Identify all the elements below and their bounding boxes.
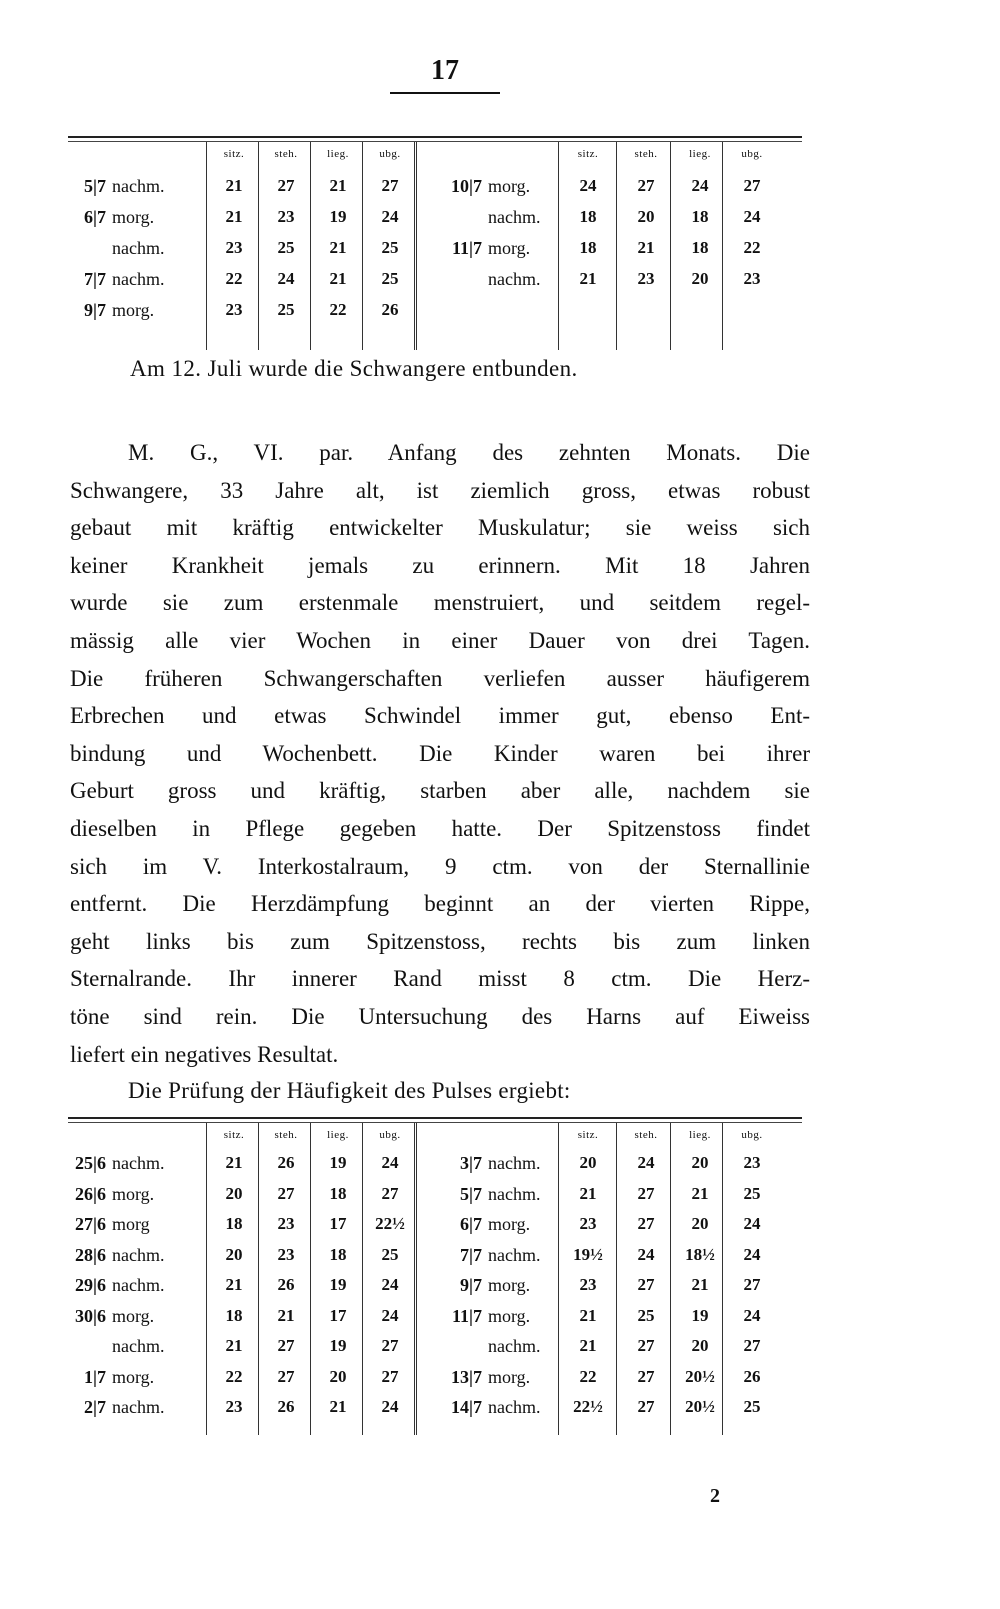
row-date: 7|7 xyxy=(84,269,106,289)
row-date: 14|7 xyxy=(451,1397,482,1417)
pulse-value: 27 xyxy=(637,1366,655,1386)
row-date: 10|7 xyxy=(451,176,482,196)
pulse-value: 18 xyxy=(691,207,709,226)
paragraph-line: mässig alle vier Wochen in einer Dauer von drei Tagen. xyxy=(70,627,810,653)
row-time: morg. xyxy=(488,176,531,196)
row-time: morg. xyxy=(112,300,155,320)
pulse-value: 25 xyxy=(381,269,399,288)
row-time: morg xyxy=(112,1214,150,1234)
pulse-value: 24 xyxy=(579,176,597,195)
pulse-value: 26 xyxy=(277,1153,295,1172)
row-time: morg. xyxy=(112,1366,155,1387)
paragraph-line: bindung und Wochenbett. Die Kinder waren bei ihrer xyxy=(70,740,810,766)
pulse-value: 24 xyxy=(381,1153,399,1172)
pulse-value: 21 xyxy=(691,1183,709,1203)
pulse-value: 23 xyxy=(579,1275,597,1294)
row-time: nachm. xyxy=(488,1336,541,1356)
paragraph-line: gebaut mit kräftig entwickelter Muskulatur; sie weiss sich xyxy=(70,515,810,541)
paragraph-line: Erbrechen und etwas Schwindel immer gut, ebenso Ent- xyxy=(70,703,810,729)
pulse-value: 20 xyxy=(579,1153,597,1172)
pulse-value: 20 xyxy=(225,1183,243,1203)
pulse-table-2 xyxy=(68,1117,802,1435)
pulse-value: 23 xyxy=(225,1397,243,1416)
pulse-value: 24 xyxy=(691,176,709,195)
row-date: 30|6 xyxy=(75,1305,106,1326)
pulse-value: 22 xyxy=(225,1366,243,1386)
delivery-note: Am 12. Juli wurde die Schwangere entbunden. xyxy=(130,356,578,381)
page-number: 17 xyxy=(431,55,459,86)
pulse-value: 27 xyxy=(277,1366,295,1386)
pulse-value: 17 xyxy=(329,1305,347,1325)
column-header: sitz. xyxy=(577,1129,599,1141)
column-header: lieg. xyxy=(327,148,349,160)
table-column-rule xyxy=(616,1123,617,1435)
pulse-value: 19 xyxy=(329,1275,347,1294)
row-date: 11|7 xyxy=(452,238,482,258)
pulse-value: 23 xyxy=(579,1214,597,1233)
pulse-value: 26 xyxy=(277,1275,295,1294)
paragraph-line: töne sind rein. Die Untersuchung des Harns auf Eiweiss xyxy=(70,1003,810,1029)
table-top-rule xyxy=(68,1117,802,1119)
pulse-value: 23 xyxy=(225,238,243,257)
row-time: nachm. xyxy=(112,1275,165,1295)
column-header: sitz. xyxy=(577,148,599,160)
table-top-rule-secondary xyxy=(68,1122,802,1123)
pulse-value: 27 xyxy=(381,176,399,195)
row-time: morg. xyxy=(488,238,531,258)
pulse-value: 22 xyxy=(329,300,347,319)
row-time: morg. xyxy=(488,1214,531,1234)
row-date: 11|7 xyxy=(452,1305,482,1326)
paragraph-line: geht links bis zum Spitzenstoss, rechts bis zum linken xyxy=(70,928,810,954)
column-header: ubg. xyxy=(741,1129,763,1141)
pulse-value: 20½ xyxy=(685,1366,715,1386)
pulse-value: 20 xyxy=(637,207,655,226)
table-column-rule xyxy=(206,1123,207,1435)
row-time: nachm. xyxy=(112,1244,165,1265)
row-time: nachm. xyxy=(488,269,541,289)
pulse-intro: Die Prüfung der Häufigkeit des Pulses ergiebt: xyxy=(128,1078,571,1103)
row-time: nachm. xyxy=(112,1153,165,1173)
row-date: 27|6 xyxy=(75,1214,106,1234)
column-header: steh. xyxy=(274,1129,298,1141)
column-header: steh. xyxy=(274,148,298,160)
row-date: 5|7 xyxy=(84,176,106,196)
column-header: ubg. xyxy=(379,1129,401,1141)
pulse-value: 21 xyxy=(691,1275,709,1294)
pulse-value: 20 xyxy=(691,269,709,288)
pulse-value: 22½ xyxy=(573,1397,603,1416)
pulse-value: 21 xyxy=(579,269,597,288)
pulse-value: 25 xyxy=(277,300,295,319)
row-time: morg. xyxy=(488,1275,531,1295)
pulse-value: 18½ xyxy=(685,1244,715,1264)
pulse-value: 25 xyxy=(743,1183,761,1203)
column-header: lieg. xyxy=(327,1129,349,1141)
pulse-value: 27 xyxy=(743,176,761,195)
pulse-value: 20 xyxy=(225,1244,243,1264)
pulse-value: 27 xyxy=(637,1214,655,1233)
table-top-rule xyxy=(68,136,802,138)
table-column-rule xyxy=(558,1123,559,1435)
row-time: nachm. xyxy=(112,1336,165,1356)
row-time: nachm. xyxy=(488,1153,541,1173)
pulse-value: 24 xyxy=(637,1244,655,1264)
row-date: 2|7 xyxy=(84,1397,106,1417)
pulse-value: 21 xyxy=(637,238,655,257)
pulse-value: 19½ xyxy=(573,1244,603,1264)
row-date: 7|7 xyxy=(460,1244,482,1265)
pulse-value: 18 xyxy=(691,238,709,257)
pulse-value: 27 xyxy=(637,176,655,195)
pulse-value: 23 xyxy=(743,1153,761,1172)
pulse-value: 20½ xyxy=(685,1397,715,1416)
column-header: lieg. xyxy=(689,1129,711,1141)
pulse-value: 25 xyxy=(381,238,399,257)
row-time: nachm. xyxy=(488,207,541,227)
pulse-value: 22 xyxy=(743,238,761,257)
pulse-value: 20 xyxy=(691,1336,709,1355)
pulse-value: 25 xyxy=(743,1397,761,1416)
pulse-value: 21 xyxy=(225,1336,243,1355)
row-date: 26|6 xyxy=(75,1183,106,1204)
pulse-value: 24 xyxy=(743,207,761,226)
pulse-value: 21 xyxy=(225,1153,243,1172)
paragraph-line: liefert ein negatives Resultat. xyxy=(70,1041,339,1067)
pulse-value: 27 xyxy=(637,1397,655,1416)
pulse-value: 21 xyxy=(329,176,347,195)
pulse-value: 27 xyxy=(381,1366,399,1386)
pulse-value: 18 xyxy=(329,1244,347,1264)
pulse-value: 21 xyxy=(579,1305,597,1325)
pulse-value: 19 xyxy=(691,1305,709,1325)
pulse-value: 27 xyxy=(277,1183,295,1203)
pulse-value: 26 xyxy=(277,1397,295,1416)
column-header: sitz. xyxy=(223,148,245,160)
pulse-value: 18 xyxy=(579,207,597,226)
pulse-value: 26 xyxy=(743,1366,761,1386)
paragraph-line: Sternalrande. Ihr innerer Rand misst 8 ctm. Die Herz- xyxy=(70,966,810,992)
column-header: ubg. xyxy=(741,148,763,160)
row-time: nachm. xyxy=(112,176,165,196)
pulse-value: 20 xyxy=(329,1366,347,1386)
pulse-value: 21 xyxy=(329,269,347,288)
pulse-value: 24 xyxy=(381,1305,399,1325)
pulse-value: 21 xyxy=(329,1397,347,1416)
pulse-value: 20 xyxy=(691,1153,709,1172)
pulse-value: 27 xyxy=(743,1275,761,1294)
column-header: sitz. xyxy=(223,1129,245,1141)
table-column-rule xyxy=(616,142,617,350)
page-number-rule xyxy=(390,92,500,94)
row-time: nachm. xyxy=(112,238,165,258)
pulse-value: 18 xyxy=(225,1305,243,1325)
column-header: steh. xyxy=(634,1129,658,1141)
case-description xyxy=(70,434,810,1073)
pulse-value: 23 xyxy=(743,269,761,288)
table-column-rule xyxy=(558,142,559,350)
pulse-value: 19 xyxy=(329,207,347,226)
pulse-value: 27 xyxy=(637,1336,655,1355)
row-date: 13|7 xyxy=(451,1366,482,1387)
pulse-value: 24 xyxy=(381,1397,399,1416)
pulse-value: 24 xyxy=(743,1305,761,1325)
row-date: 28|6 xyxy=(75,1244,106,1265)
row-date: 5|7 xyxy=(460,1183,482,1204)
paragraph-line: Geburt gross und kräftig, starben aber alle, nachdem sie xyxy=(70,778,810,804)
pulse-value: 22 xyxy=(225,269,243,288)
pulse-value: 24 xyxy=(743,1214,761,1233)
column-header: ubg. xyxy=(379,148,401,160)
row-time: nachm. xyxy=(488,1183,541,1204)
pulse-value: 25 xyxy=(381,1244,399,1264)
signature-mark: 2 xyxy=(710,1485,720,1507)
row-date: 6|7 xyxy=(460,1214,482,1234)
row-time: nachm. xyxy=(488,1397,541,1417)
row-date: 29|6 xyxy=(75,1275,106,1295)
pulse-value: 18 xyxy=(225,1214,243,1233)
pulse-value: 27 xyxy=(637,1275,655,1294)
paragraph-line: M. G., VI. par. Anfang des zehnten Monats. Die xyxy=(128,440,810,465)
row-date: 25|6 xyxy=(75,1153,106,1173)
paragraph-line: Die früheren Schwangerschaften verliefen ausser häufigerem xyxy=(70,665,810,691)
pulse-value: 21 xyxy=(225,207,243,226)
row-time: nachm. xyxy=(112,1397,165,1417)
pulse-value: 24 xyxy=(637,1153,655,1172)
paragraph-line: wurde sie zum erstenmale menstruiert, und seitdem regel- xyxy=(70,590,810,616)
pulse-value: 24 xyxy=(277,269,295,288)
pulse-value: 21 xyxy=(329,238,347,257)
pulse-value: 17 xyxy=(329,1214,347,1233)
pulse-value: 27 xyxy=(381,1336,399,1355)
row-time: morg. xyxy=(112,207,155,227)
paragraph-line: keiner Krankheit jemals zu erinnern. Mit 18 Jahren xyxy=(70,552,810,578)
pulse-value: 27 xyxy=(277,1336,295,1355)
pulse-value: 18 xyxy=(579,238,597,257)
row-date: 1|7 xyxy=(84,1366,106,1387)
pulse-value: 27 xyxy=(277,176,295,195)
pulse-value: 27 xyxy=(743,1336,761,1355)
pulse-value: 26 xyxy=(381,300,399,319)
row-date: 9|7 xyxy=(460,1275,482,1295)
row-time: nachm. xyxy=(112,269,165,289)
row-time: morg. xyxy=(488,1305,531,1326)
pulse-value: 22 xyxy=(579,1366,597,1386)
column-header: steh. xyxy=(634,148,658,160)
pulse-value: 21 xyxy=(225,176,243,195)
table-column-rule xyxy=(206,142,207,350)
pulse-value: 24 xyxy=(743,1244,761,1264)
pulse-value: 23 xyxy=(277,1244,295,1264)
pulse-value: 23 xyxy=(277,1214,295,1233)
pulse-value: 23 xyxy=(277,207,295,226)
paragraph-line: dieselben in Pflege gegeben hatte. Der Spitzenstoss findet xyxy=(70,815,810,841)
pulse-value: 27 xyxy=(381,1183,399,1203)
table-top-rule-secondary xyxy=(68,141,802,142)
row-date: 6|7 xyxy=(84,207,106,227)
pulse-value: 23 xyxy=(225,300,243,319)
pulse-value: 21 xyxy=(579,1336,597,1355)
pulse-value: 24 xyxy=(381,207,399,226)
column-header: lieg. xyxy=(689,148,711,160)
row-date: 9|7 xyxy=(84,300,106,320)
paragraph-line: Schwangere, 33 Jahre alt, ist ziemlich gross, etwas robust xyxy=(70,477,810,503)
paragraph-line: sich im V. Interkostalraum, 9 ctm. von der Sternallinie xyxy=(70,853,810,879)
pulse-value: 19 xyxy=(329,1153,347,1172)
pulse-value: 25 xyxy=(277,238,295,257)
row-time: morg. xyxy=(112,1183,155,1204)
pulse-value: 19 xyxy=(329,1336,347,1355)
pulse-value: 21 xyxy=(225,1275,243,1294)
pulse-table-1 xyxy=(68,136,802,350)
pulse-value: 25 xyxy=(637,1305,655,1325)
pulse-value: 24 xyxy=(381,1275,399,1294)
pulse-value: 20 xyxy=(691,1214,709,1233)
pulse-value: 21 xyxy=(277,1305,295,1325)
pulse-value: 21 xyxy=(579,1183,597,1203)
row-time: morg. xyxy=(112,1305,155,1326)
row-date: 3|7 xyxy=(460,1153,482,1173)
row-time: nachm. xyxy=(488,1244,541,1265)
pulse-value: 23 xyxy=(637,269,655,288)
paragraph-line: entfernt. Die Herzdämpfung beginnt an der vierten Rippe, xyxy=(70,891,810,917)
row-time: morg. xyxy=(488,1366,531,1387)
pulse-value: 22½ xyxy=(375,1214,405,1233)
pulse-value: 27 xyxy=(637,1183,655,1203)
pulse-value: 18 xyxy=(329,1183,347,1203)
